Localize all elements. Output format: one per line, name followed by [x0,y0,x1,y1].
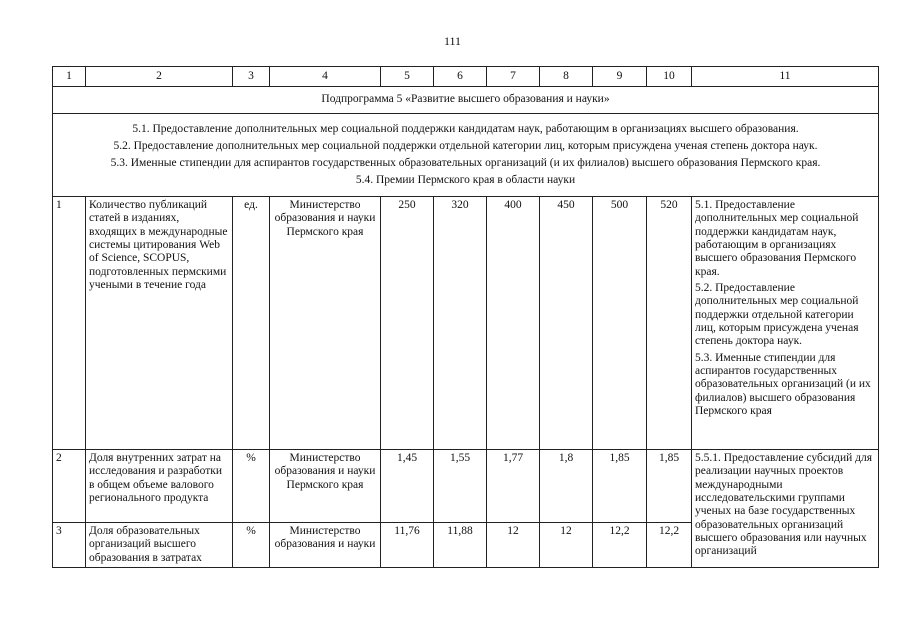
note-paragraph: 5.1. Предоставление дополнительных мер социальной поддержки кандидатам наук, работающим в организациях высшего образования Пермского края. [695,199,859,278]
value-cell: 1,55 [434,450,487,523]
column-number: 9 [593,67,647,87]
value-cell: 1,85 [647,450,692,523]
value-cell: 500 [593,197,647,450]
column-number: 7 [487,67,540,87]
column-number: 4 [270,67,381,87]
measure-item: 5.3. Именные стипендии для аспирантов государственных образовательных организаций (и их филиалов) высшего образования Пермского края. [110,157,821,169]
value-cell: 250 [381,197,434,450]
measures-list [53,114,879,197]
table-row [53,450,879,523]
subprogram-row [53,87,879,114]
page-number: 111 [443,34,462,48]
measures-row [53,114,879,197]
value-cell: 12 [540,523,593,568]
column-number: 1 [53,67,86,87]
column-number: 2 [86,67,233,87]
value-cell: 12,2 [593,523,647,568]
indicator-name: Количество публикаций статей в изданиях, входящих в международные системы цитирования Web of Science, SCOPUS, подготовленных пермскими учеными в течение года [86,197,233,450]
value-cell: 450 [540,197,593,450]
value-cell: 1,8 [540,450,593,523]
indicators-table [52,66,879,568]
value-cell: 11,88 [434,523,487,568]
row-index: 3 [53,523,86,568]
note-paragraph: 5.3. Именные стипендии для аспирантов государственных образовательных организаций (и их филиалов) высшего образования Пермского края [695,351,871,417]
value-cell: 11,76 [381,523,434,568]
row-index: 2 [53,450,86,523]
value-cell: 12 [487,523,540,568]
unit: ед. [233,197,270,450]
responsible-organization: Министерство образования и науки [270,523,381,568]
indicator-name: Доля внутренних затрат на исследования и разработки в общем объеме валового регионального продукта [86,450,233,523]
value-cell: 1,85 [593,450,647,523]
row-index: 1 [53,197,86,450]
value-cell: 1,45 [381,450,434,523]
indicator-name: Доля образовательных организаций высшего образования в затратах [86,523,233,568]
measure-item: 5.1. Предоставление дополнительных мер социальной поддержки кандидатам наук, работающим в организациях высшего образования. [132,122,799,135]
table-row [53,197,879,450]
column-number: 6 [434,67,487,87]
column-number: 8 [540,67,593,87]
column-number: 10 [647,67,692,87]
column-number: 3 [233,67,270,87]
value-cell: 320 [434,197,487,450]
value-cell: 12,2 [647,523,692,568]
note-paragraph: 5.5.1. Предоставление субсидий для реализации научных проектов международными исследовательскими группами ученых на базе государственных образовательных организаций высшего образования или научных организаций [695,452,873,558]
responsible-organization: Министерство образования и науки Пермского края [270,197,381,450]
measures-note [692,450,879,568]
responsible-organization: Министерство образования и науки Пермского края [270,450,381,523]
value-cell: 400 [487,197,540,450]
measures-note [692,197,879,450]
value-cell: 1,77 [487,450,540,523]
unit: % [233,450,270,523]
column-number: 11 [692,67,879,87]
column-number-row [53,67,879,87]
measure-item: 5.4. Премии Пермского края в области науки [355,174,576,187]
unit: % [233,523,270,568]
subprogram-title: Подпрограмма 5 «Развитие высшего образования и науки» [53,87,879,114]
note-paragraph: 5.2. Предоставление дополнительных мер социальной поддержки отдельной категории лиц, которым присуждена ученая степень доктора наук. [695,281,859,348]
measure-item: 5.2. Предоставление дополнительных мер социальной поддержки отдельной категории лиц, которым присуждена ученая степень доктора наук. [113,139,818,152]
value-cell: 520 [647,197,692,450]
column-number: 5 [381,67,434,87]
